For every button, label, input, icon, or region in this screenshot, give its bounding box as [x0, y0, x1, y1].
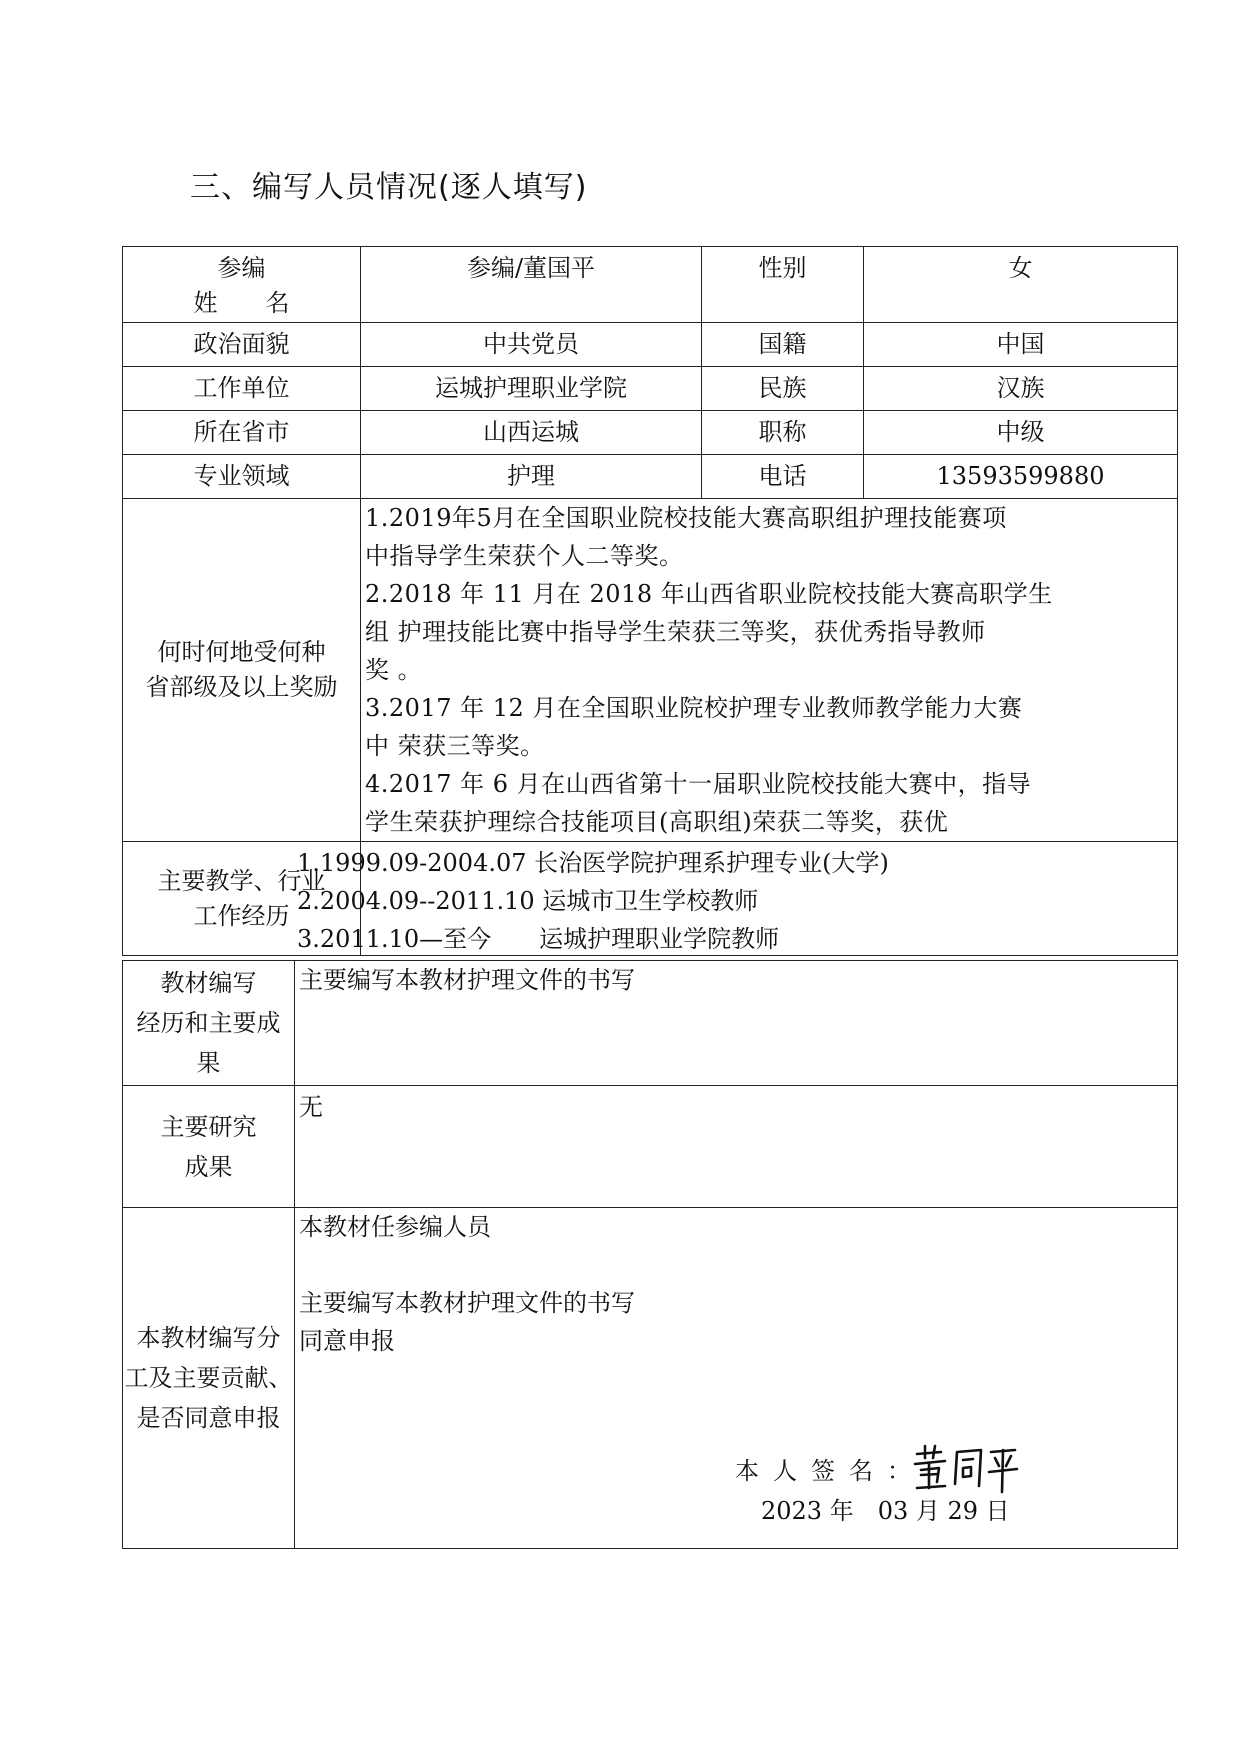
row-label: 所在省市 [123, 411, 361, 455]
awards-line: 1.2019年5月在全国职业院校技能大赛高职组护理技能赛项 [365, 504, 1007, 532]
experience-content [297, 842, 1178, 956]
awards-label-cell [123, 499, 361, 842]
division-content-cell [295, 1208, 1178, 1549]
name-row [123, 247, 1178, 323]
staff-info-table-lower [122, 960, 1178, 1549]
division-row [123, 1208, 1178, 1549]
name-label-cell [123, 247, 361, 323]
row-value: 中级 [864, 411, 1178, 455]
row-value: 中共党员 [361, 323, 702, 367]
name-value-cell [361, 247, 702, 323]
textbook-content-cell [295, 961, 1178, 1086]
awards-line: 中 荣获三等奖。 [365, 732, 545, 760]
row-label: 电话 [702, 455, 864, 499]
handwritten-signature [911, 1442, 1021, 1494]
division-label-line1: 本教材编写分 [136, 1324, 281, 1352]
experience-row [123, 842, 1178, 956]
experience-line: 1.1999.09-2004.07 长治医学院护理系护理专业(大学) [297, 849, 889, 877]
info-row-political [123, 323, 1178, 367]
signature-label: 本人签名： [735, 1457, 925, 1485]
division-line3: 同意申报 [299, 1327, 395, 1355]
awards-line: 4.2017 年 6 月在山西省第十一届职业院校技能大赛中，指导 [365, 770, 1032, 798]
research-label-line2: 成果 [184, 1152, 233, 1181]
division-label-line3: 是否同意申报 [136, 1404, 281, 1432]
name-value: 参编/董国平 [466, 254, 596, 282]
row-value: 运城护理职业学院 [361, 367, 702, 411]
gender-label: 性别 [758, 254, 807, 282]
row-value: 中国 [864, 323, 1178, 367]
row-label: 职称 [702, 411, 864, 455]
row-value: 护理 [361, 455, 702, 499]
awards-label-line2: 省部级及以上奖励 [145, 673, 338, 701]
awards-line: 奖 。 [365, 656, 423, 684]
info-row-specialty [123, 455, 1178, 499]
textbook-label-line2: 经历和主要成 [136, 1009, 281, 1037]
division-line1: 本教材任参编人员 [299, 1213, 491, 1241]
gender-value-cell [864, 247, 1178, 323]
row-label: 工作单位 [123, 367, 361, 411]
division-label-line2: 工及主要贡献、 [124, 1364, 293, 1392]
experience-label-line1: 主要教学、行业 [157, 866, 326, 895]
experience-label-line2: 工作经历 [193, 901, 290, 930]
row-value: 山西运城 [361, 411, 702, 455]
signature-date: 2023 年 03 月 29 日 [761, 1497, 1010, 1525]
row-value: 汉族 [864, 367, 1178, 411]
gender-label-cell [702, 247, 864, 323]
awards-line: 组 护理技能比赛中指导学生荣获三等奖，获优秀指导教师 [365, 618, 986, 646]
info-row-workplace [123, 367, 1178, 411]
research-label-line1: 主要研究 [160, 1112, 257, 1141]
row-label: 国籍 [702, 323, 864, 367]
textbook-label-line1: 教材编写 [160, 969, 257, 997]
awards-line: 学生荣获护理综合技能项目(高职组)荣获二等奖，获优 [365, 808, 949, 836]
experience-line: 2.2004.09--2011.10 运城市卫生学校教师 [297, 887, 759, 915]
row-label: 政治面貌 [123, 323, 361, 367]
division-line2: 主要编写本教材护理文件的书写 [299, 1289, 635, 1317]
section-title: 三、编写人员情况(逐人填写) [190, 170, 588, 205]
awards-line: 2.2018 年 11 月在 2018 年山西省职业院校技能大赛高职学生 [365, 580, 1053, 608]
gender-value: 女 [1008, 254, 1033, 282]
research-content: 无 [299, 1093, 323, 1121]
row-label: 专业领域 [123, 455, 361, 499]
info-row-province [123, 411, 1178, 455]
textbook-row [123, 961, 1178, 1086]
textbook-label-line3: 果 [196, 1049, 221, 1077]
awards-row [123, 499, 1178, 842]
experience-line: 3.2011.10—至今 运城护理职业学院教师 [297, 925, 780, 953]
division-label-cell [123, 1208, 295, 1549]
textbook-label-cell [123, 961, 295, 1086]
awards-line: 中指导学生荣获个人二等奖。 [365, 542, 684, 570]
row-value: 13593599880 [864, 455, 1178, 499]
research-row [123, 1086, 1178, 1208]
row-label: 民族 [702, 367, 864, 411]
research-content-cell [295, 1086, 1178, 1208]
awards-label-line1: 何时何地受何种 [157, 638, 326, 667]
name-label-line2: 姓 名 [193, 288, 290, 317]
name-label-line1: 参编 [217, 254, 266, 282]
staff-info-table [122, 246, 1178, 956]
textbook-content: 主要编写本教材护理文件的书写 [299, 966, 635, 994]
awards-content [361, 499, 1178, 842]
awards-line: 3.2017 年 12 月在全国职业院校护理专业教师教学能力大赛 [365, 694, 1023, 722]
research-label-cell [123, 1086, 295, 1208]
